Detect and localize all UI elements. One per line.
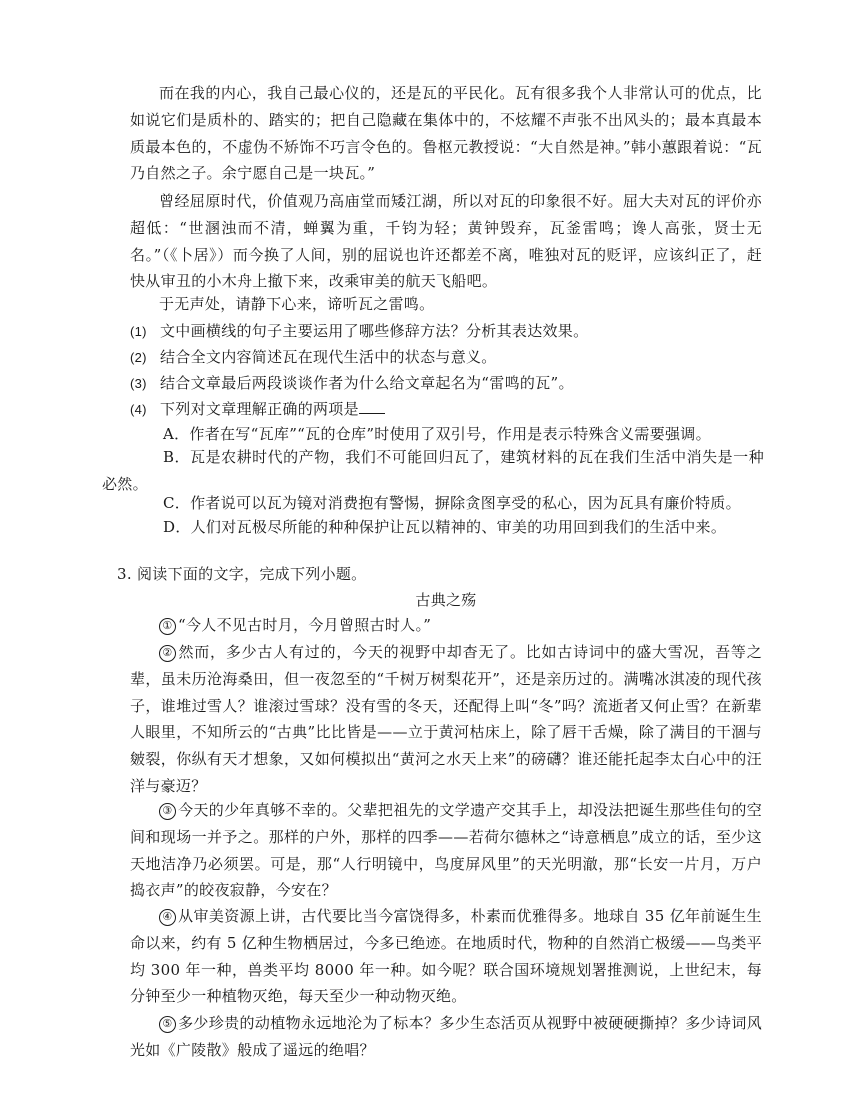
paragraph-text: 多少珍贵的动植物永远地沦为了标本？多少生态活页从视野中被硬硬撕掉？多少诗词风光如《广陵散》般成了遥远的绝唱？	[130, 1014, 762, 1059]
option-c: C．作者说可以瓦为镜对消费抱有警惕，摒除贪图享受的私心，因为瓦具有廉价特质。	[163, 494, 741, 512]
article-paragraph-4	[130, 903, 762, 1010]
paragraph-text: 然而，多少古人有过的，今天的视野中却杳无了。比如古诗词中的盛大雪况，吾等之辈，虽未历沧海桑田，但一夜忽至的“千树万树梨花开”，还是亲历过的。满嘴冰淇凌的现代孩子，谁堆过雪人？谁滚过雪球？没有雪的冬天，还配得上叫“冬”吗？流逝者又何止雪？在新辈人眼里，不知所云的“古典”比比皆是——立于黄河枯床上，除了唇干舌燥，除了满目的干涸与皴裂，你纵有天才想象，又如何模拟出“黄河之水天上来”的磅礴？谁还能托起李太白心中的汪洋与豪迈？	[130, 643, 762, 795]
section-heading: 3. 阅读下面的文字，完成下列小题。	[117, 565, 367, 583]
paragraph-text: 今天的少年真够不幸的。父辈把祖先的文学遗产交其手上，却没法把诞生那些佳句的空间和现场一并予之。那样的户外，那样的四季——若荷尔德林之“诗意栖息”成立的话，至少这天地洁净乃必须罢。可是，那“人行明镜中，鸟度屏风里”的天光明澈，那“长安一片月，万户捣衣声”的皎夜寂静，今安在？	[130, 801, 762, 900]
paragraph-number-badge: ①	[159, 618, 176, 635]
passage-paragraph-2: 曾经屈原时代，价值观乃高庙堂而矮江湖，所以对瓦的印象很不好。屈大夫对瓦的评价亦超低：“世溷浊而不清，蝉翼为重，千钧为轻；黄钟毁弃，瓦釜雷鸣；谗人高张，贤士无名。”（《卜居》）而今换了人间，别的屈说也许还都差不离，唯独对瓦的贬评，应该纠正了，赶快从审丑的小木舟上撤下来，改乘审美的航天飞船吧。	[130, 192, 762, 291]
question-number: (2)	[130, 350, 147, 365]
option-d: D．人们对瓦极尽所能的种种保护让瓦以精神的、审美的功用回到我们的生活中来。	[163, 518, 727, 536]
question-2	[130, 345, 770, 370]
article-paragraph-3	[130, 797, 762, 904]
question-1	[130, 319, 770, 344]
article-paragraph-1	[130, 612, 762, 639]
question-text: 结合文章最后两段谈谈作者为什么给文章起名为“雷鸣的瓦”。	[160, 374, 574, 392]
paragraph-number-badge: ⑤	[159, 1016, 176, 1033]
question-text: 文中画横线的句子主要运用了哪些修辞方法？分析其表达效果。	[160, 322, 589, 340]
question-number: (4)	[130, 402, 147, 417]
passage-paragraph-1: 而在我的内心，我自己最心仪的，还是瓦的平民化。瓦有很多我个人非常认可的优点，比如说它们是质朴的、踏实的；把自己隐藏在集体中的，不炫耀不声张不出风头的；最本真最本质最本色的，不虚伪不矫饰不巧言令色的。鲁枢元教授说：“大自然是神。”韩小蕙跟着说：“瓦乃自然之子。余宁愿自己是一块瓦。”	[130, 84, 762, 183]
paragraph-number-badge: ④	[159, 909, 176, 926]
paragraph-text: “今人不见古时月，今月曾照古时人。”	[178, 616, 432, 634]
option-a: A．作者在写“瓦库”“瓦的仓库”时使用了双引号，作用是表示特殊含义需要强调。	[163, 425, 711, 443]
question-3	[130, 371, 770, 396]
question-text: 下列对文章理解正确的两项是	[160, 400, 359, 418]
option-b: B．瓦是农耕时代的产物，我们不可能回归瓦了，建筑材料的瓦在我们生活中消失是一种必然。	[102, 448, 764, 493]
question-number: (3)	[130, 376, 147, 391]
question-number: (1)	[130, 324, 147, 339]
article-paragraph-5	[130, 1010, 762, 1064]
question-4	[130, 397, 770, 422]
article-paragraph-2	[130, 639, 762, 800]
paragraph-number-badge: ③	[159, 803, 176, 820]
passage-paragraph-3: 于无声处，请静下心来，谛听瓦之雷鸣。	[159, 295, 435, 313]
answer-blank[interactable]	[359, 399, 385, 414]
paragraph-text: 从审美资源上讲，古代要比当今富饶得多，朴素而优雅得多。地球自 35 亿年前诞生生命以来，约有 5 亿种生物栖居过，今多已绝迹。在地质时代，物种的自然消亡极缓——鸟类平均 300 年一种，兽类平均 8000 年一种。如今呢？联合国环境规划署推测说，上世纪末，每分钟至少一种植物灭绝，每天至少一种动物灭绝。	[130, 907, 762, 1006]
question-text: 结合全文内容简述瓦在现代生活中的状态与意义。	[160, 348, 497, 366]
article-title: 古典之殇	[415, 591, 477, 609]
paragraph-number-badge: ②	[159, 645, 176, 662]
